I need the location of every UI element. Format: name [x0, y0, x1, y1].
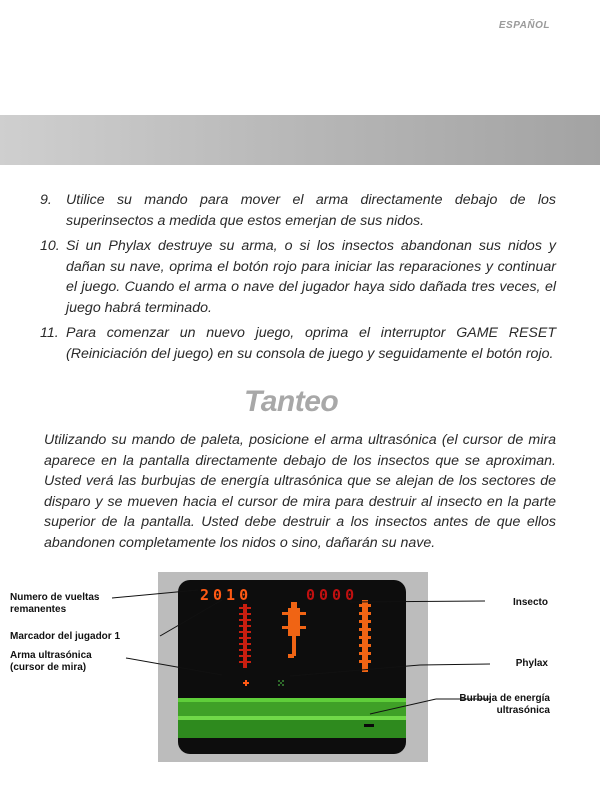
callout-phylax: Phylax — [515, 658, 548, 669]
section-body: Utilizando su mando de paleta, posicione el arma ultrasónica (el cursor de mira aparece en la pantalla directamente debajo de los insectos que se aproximan. Usted verá las burbujas de energía ultrasónica que se alejan de los sectores de disparo y se mueven hacia el cursor de mira para destruir al insecto en la parte superior de la pantalla. Usted debe destruir a los insectos antes de que ellos abandonen completamente los nidos o sino, dañarán su nave. — [44, 432, 556, 551]
callout-bubble: Burbuja de energía ultrasónica — [459, 693, 550, 716]
callout-scorer: Marcador del jugador 1 — [10, 631, 121, 642]
language-label: ESPAÑOL — [498, 20, 550, 31]
step-number: 9. — [40, 192, 52, 208]
callout-weapon: Arma ultrasónica (cursor de mira) — [10, 650, 92, 673]
step-text: Para comenzar un nuevo juego, oprima el interruptor GAME RESET (Reiniciación del juego) en su consola de juego y seguidamente el botón rojo. — [66, 325, 556, 362]
callout-laps: Numero de vueltas remanentes — [10, 592, 100, 615]
section-title: Tanteo — [244, 385, 339, 418]
step-text: Utilice su mando para mover el arma directamente debajo de los superinsectos a medida que estos emerjan de sus nidos. — [66, 192, 556, 229]
step-number: 10. — [40, 238, 60, 254]
callout-insect: Insecto — [512, 597, 548, 608]
player1-score: 2010 — [200, 586, 253, 604]
player2-score: 0000 — [306, 586, 359, 604]
step-text: Si un Phylax destruye su arma, o si los insectos abandonan sus nidos y dañan su nave, oprima el botón rojo para iniciar las reparaciones y continuar el juego. Cuando el arma o nave del jugador haya sido dañada tres veces, el juego habrá terminado. — [66, 238, 556, 316]
step-number: 11. — [40, 325, 59, 341]
